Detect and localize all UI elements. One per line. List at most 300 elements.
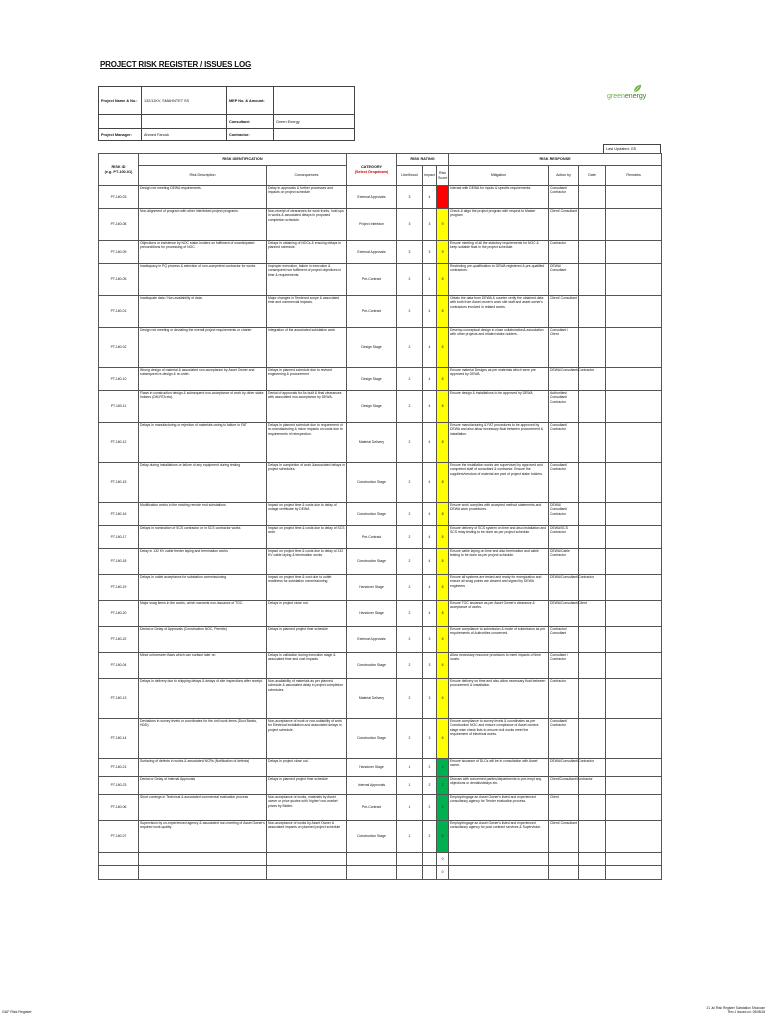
footer-right-line2: Rev.1 Issued on: 05/08/18 bbox=[728, 1010, 765, 1015]
remarks-cell bbox=[606, 853, 662, 866]
impact-header: Impact bbox=[423, 166, 437, 186]
impact-cell: 4 bbox=[423, 575, 437, 601]
risk-id-cell: PT-160-19 bbox=[99, 575, 139, 601]
date-cell bbox=[579, 549, 606, 575]
impact-cell: 3 bbox=[423, 241, 437, 264]
mitigation-cell bbox=[449, 853, 549, 866]
risk-id-cell: PT-160-08 bbox=[99, 209, 139, 241]
risk-id-cell: PT-160-07 bbox=[99, 821, 139, 853]
date-cell bbox=[579, 423, 606, 463]
action-by-cell: Client/ Consultant bbox=[549, 209, 579, 241]
risk-id-cell: PT-160-21 bbox=[99, 759, 139, 777]
action-by-cell: DEWA/ Consultant/ Contractor bbox=[549, 503, 579, 526]
remarks-cell bbox=[606, 241, 662, 264]
impact-cell: 4 bbox=[423, 186, 437, 209]
table-row bbox=[99, 463, 662, 503]
risk-id-cell: PT-160-16 bbox=[99, 503, 139, 526]
likelihood-cell: 1 bbox=[397, 777, 423, 795]
table-row bbox=[99, 296, 662, 328]
mitigation-cell: Ensure work complies with accepted method statements and DEWA work procedures. bbox=[449, 503, 549, 526]
mitigation-cell: Discuss with concerned parties/departments to pre-empt any objections or denials/delays etc. bbox=[449, 777, 549, 795]
table-row bbox=[99, 264, 662, 296]
consequences-cell: Delays in project close out. bbox=[267, 759, 347, 777]
date-cell bbox=[579, 526, 606, 549]
date-cell bbox=[579, 209, 606, 241]
impact-cell: 3 bbox=[423, 209, 437, 241]
impact-cell: 2 bbox=[423, 821, 437, 853]
risk-description-header: Risk Description bbox=[139, 166, 267, 186]
action-by-cell: Authorities/ Consultant/ Contractor bbox=[549, 391, 579, 423]
mitigation-cell: Develop conceptual design in close collaboration& association with other projects and related stake-holders. bbox=[449, 328, 549, 368]
category-cell: Material Delivery bbox=[347, 679, 397, 719]
date-cell bbox=[579, 627, 606, 653]
risk-score-cell: 2 bbox=[437, 795, 449, 821]
consequences-cell: Delay in approvals & further processes and impacts on project schedule bbox=[267, 186, 347, 209]
likelihood-cell: 2 bbox=[397, 719, 423, 759]
action-by-cell: Consultant/ Contractor bbox=[549, 423, 579, 463]
risk-score-cell: 9 bbox=[437, 241, 449, 264]
date-cell bbox=[579, 186, 606, 209]
mitigation-cell: Obtain the data from DEWA & counter verify the obtained data with both from Asset owner's work site staff and asset owner's contractors involved in related works. bbox=[449, 296, 549, 328]
date-cell bbox=[579, 328, 606, 368]
table-row bbox=[99, 653, 662, 679]
risk-description-cell: Delays in delivery due to shipping delays & delays of site inspections after receipt. bbox=[139, 679, 267, 719]
impact-cell: 4 bbox=[423, 601, 437, 627]
date-cell bbox=[579, 679, 606, 719]
risk-register-table bbox=[98, 153, 662, 880]
consequences-cell: Integration of the associated substation work bbox=[267, 328, 347, 368]
table-row bbox=[99, 328, 662, 368]
logo-text bbox=[607, 93, 646, 100]
likelihood-header: Likelihood bbox=[397, 166, 423, 186]
action-by-cell: DEWA/Consultant/Contractor bbox=[549, 368, 579, 391]
likelihood-cell: 2 bbox=[397, 368, 423, 391]
impact-cell: 3 bbox=[423, 679, 437, 719]
mitigation-cell: Ensure delivery on time and also allow necessary float between procurement & installation. bbox=[449, 679, 549, 719]
likelihood-cell bbox=[397, 853, 423, 866]
risk-score-cell: 0 bbox=[437, 866, 449, 880]
contractor-value bbox=[274, 129, 355, 141]
risk-id-cell: PT-160-10 bbox=[99, 368, 139, 391]
category-cell: Internal Approvals bbox=[347, 777, 397, 795]
risk-description-cell: Non-alignment of program with other interlinked project programs. bbox=[139, 209, 267, 241]
risk-id-cell: PT-160-17 bbox=[99, 526, 139, 549]
category-note: (Select Dropdown) bbox=[354, 169, 389, 174]
mitigation-cell: Employ/engage an Asset Owner's listed and experienced consultancy agency for post contract services & Supervision. bbox=[449, 821, 549, 853]
date-cell bbox=[579, 296, 606, 328]
table-row bbox=[99, 601, 662, 627]
mitigation-cell: Ensure delivery of SCS system on time and also installation and SCS relay testing to be done as per project schedule. bbox=[449, 526, 549, 549]
likelihood-cell: 2 bbox=[397, 549, 423, 575]
remarks-cell bbox=[606, 679, 662, 719]
mitigation-cell: Employ/engage an Asset Owner's listed and experienced consultancy agency for Tender evaluation process. bbox=[449, 795, 549, 821]
table-row bbox=[99, 627, 662, 653]
risk-id-cell: PT-160-01 bbox=[99, 296, 139, 328]
impact-cell: 4 bbox=[423, 391, 437, 423]
table-row bbox=[99, 209, 662, 241]
footer-left: G&F Risk Register bbox=[2, 1010, 32, 1014]
consequences-cell: Non-availability of materials as per planned schedule & associated delay in project completion schedules. bbox=[267, 679, 347, 719]
category-cell: Pre-Contract bbox=[347, 296, 397, 328]
table-row bbox=[99, 423, 662, 463]
risk-score-cell: 8 bbox=[437, 601, 449, 627]
risk-score-cell: 8 bbox=[437, 463, 449, 503]
remarks-cell bbox=[606, 328, 662, 368]
risk-score-cell: 2 bbox=[437, 759, 449, 777]
impact-cell bbox=[423, 853, 437, 866]
risk-description-cell: Wrong design of material & associated non-acceptance by Asset Owner and subsequent re-design & re-order. bbox=[139, 368, 267, 391]
risk-score-cell: 8 bbox=[437, 575, 449, 601]
impact-cell: 4 bbox=[423, 328, 437, 368]
risk-response-header: RISK RESPONSE bbox=[449, 154, 662, 166]
risk-id-header bbox=[99, 154, 139, 186]
risk-score-header: Risk Score bbox=[437, 166, 449, 186]
risk-description-cell bbox=[139, 853, 267, 866]
remarks-cell bbox=[606, 463, 662, 503]
consequences-cell: Denial of approvals for As built & final clearances with associated non-acceptance by DEWA. bbox=[267, 391, 347, 423]
likelihood-cell: 1 bbox=[397, 821, 423, 853]
risk-description-cell: Delays in nomination of SCS contractor or in SCS contractor works bbox=[139, 526, 267, 549]
remarks-cell bbox=[606, 821, 662, 853]
project-name-value: 132/11KV, SMAHNTET SS bbox=[142, 87, 227, 115]
remarks-cell bbox=[606, 526, 662, 549]
category-cell: Construction Stage bbox=[347, 503, 397, 526]
action-by-cell: DEWA/Consultant/Contractor bbox=[549, 575, 579, 601]
action-by-cell: Contractor bbox=[549, 241, 579, 264]
risk-rating-header: RISK RATING bbox=[397, 154, 449, 166]
risk-description-cell: Minor unforeseen flaws which can surface later on bbox=[139, 653, 267, 679]
impact-cell: 4 bbox=[423, 423, 437, 463]
action-by-cell: Contractor bbox=[549, 679, 579, 719]
risk-id-cell: PT-160-15 bbox=[99, 463, 139, 503]
risk-id-cell: PT-160-03 bbox=[99, 186, 139, 209]
remarks-cell bbox=[606, 795, 662, 821]
likelihood-cell: 2 bbox=[397, 264, 423, 296]
action-by-cell bbox=[549, 866, 579, 880]
remarks-cell bbox=[606, 549, 662, 575]
risk-description-cell: Delay in 132 KV cable feeder laying and termination works bbox=[139, 549, 267, 575]
likelihood-cell bbox=[397, 866, 423, 880]
category-cell: Pre-Contract bbox=[347, 264, 397, 296]
category-cell: External Approvals bbox=[347, 186, 397, 209]
impact-cell bbox=[423, 866, 437, 880]
footer-right-line1: 21 Jul Risk Register Substation Shulouse bbox=[706, 1006, 765, 1010]
category-cell: Pre-Contract bbox=[347, 526, 397, 549]
risk-score-cell: 8 bbox=[437, 503, 449, 526]
table-row bbox=[99, 368, 662, 391]
action-by-cell: Consultant/ Contractor bbox=[549, 463, 579, 503]
remarks-cell bbox=[606, 296, 662, 328]
project-info-table bbox=[98, 86, 355, 141]
impact-cell: 4 bbox=[423, 549, 437, 575]
remarks-cell bbox=[606, 264, 662, 296]
table-row bbox=[99, 759, 662, 777]
action-by-cell: DEWA/Consultant/Client bbox=[549, 601, 579, 627]
likelihood-cell: 2 bbox=[397, 653, 423, 679]
action-by-cell: Client/Consultant/Contractor bbox=[549, 777, 579, 795]
risk-score-cell: 8 bbox=[437, 391, 449, 423]
logo-text-energy: energy bbox=[624, 93, 647, 100]
date-cell bbox=[579, 821, 606, 853]
likelihood-cell: 2 bbox=[397, 575, 423, 601]
green-energy-logo bbox=[607, 84, 661, 108]
manager-value: Ahmed Farouk bbox=[142, 129, 227, 141]
table-row bbox=[99, 575, 662, 601]
mitigation-cell: Interact with DEWA for inputs & specific requirements. bbox=[449, 186, 549, 209]
logo-text-green: green bbox=[607, 93, 625, 100]
leaf-icon bbox=[633, 84, 642, 93]
mitigation-cell: Ensure cable laying on time and also termination and cable testing to be done as per project schedule. bbox=[449, 549, 549, 575]
mitigation-cell: Ensure issuance of DLCs will be in consultation with Asset owner. bbox=[449, 759, 549, 777]
mitigation-cell: Check & align the project program with respect to Master program bbox=[449, 209, 549, 241]
consultant-value: Green Energy bbox=[274, 115, 355, 129]
category-cell bbox=[347, 866, 397, 880]
consequences-cell: Impact on project time & costs due to delay of 132 KV cable laying & termination works bbox=[267, 549, 347, 575]
table-row bbox=[99, 853, 662, 866]
risk-score-cell: 9 bbox=[437, 209, 449, 241]
date-header: Date bbox=[579, 166, 606, 186]
likelihood-cell: 1 bbox=[397, 759, 423, 777]
likelihood-cell: 2 bbox=[397, 328, 423, 368]
action-by-cell: DEWA/SCS Contractor bbox=[549, 526, 579, 549]
remarks-cell bbox=[606, 575, 662, 601]
mitigation-cell bbox=[449, 866, 549, 880]
risk-id-cell: PT-160-04 bbox=[99, 653, 139, 679]
mitigation-cell: Ensure the installation works are supervised by approved and competent staff of consultant & contractor. Ensure the suppliers/vendors of material are part of project stake holders. bbox=[449, 463, 549, 503]
consequences-cell: Non-acceptance of work or non-suitability of work for Electrical installation and associated delays in project schedule. bbox=[267, 719, 347, 759]
risk-id-cell: PT-160-12 bbox=[99, 423, 139, 463]
consequences-cell: Non-acceptance of works by Asset Owner & associated impacts on planned project schedule bbox=[267, 821, 347, 853]
date-cell bbox=[579, 391, 606, 423]
risk-score-cell: 6 bbox=[437, 653, 449, 679]
risk-description-cell: Modification works in the existing remote end substations. bbox=[139, 503, 267, 526]
category-cell: Design Stage bbox=[347, 328, 397, 368]
risk-description-cell: Major snag items in the works, which warrants non-issuance of TOC. bbox=[139, 601, 267, 627]
likelihood-cell: 3 bbox=[397, 186, 423, 209]
action-by-cell: Consultant / Contractor bbox=[549, 653, 579, 679]
category-cell: External Approvals bbox=[347, 627, 397, 653]
mitigation-cell: Ensure compliance to survey levels & coordinates as per Construction NOC and ensure compliance of Asset owners stage wise check lists to ensure civil works meet the requirement of electrical works. bbox=[449, 719, 549, 759]
consequences-cell: Non-acceptance of works, materials by Asset owner or price quotes with 'higher/ non-market prices by Bidder. bbox=[267, 795, 347, 821]
risk-description-cell: Objections or insistence by NOC stake-holders on fulfilment of unanticipated preconditions for processing of NOC. bbox=[139, 241, 267, 264]
impact-cell: 4 bbox=[423, 526, 437, 549]
consequences-cell: Delays in planned schedule due to revised engineering & procurement bbox=[267, 368, 347, 391]
action-by-cell: Client bbox=[549, 795, 579, 821]
date-cell bbox=[579, 719, 606, 759]
risk-id-cell: PT-160-20 bbox=[99, 601, 139, 627]
table-row bbox=[99, 679, 662, 719]
category-cell: Project Interface bbox=[347, 209, 397, 241]
remarks-cell bbox=[606, 653, 662, 679]
risk-description-cell: Flaws in construction design & subsequent non-acceptance of work by other stake holders (DM,RTA etc). bbox=[139, 391, 267, 423]
mitigation-cell: Ensure meeting of all the statutory requirements for NOC & keep suitable float in the project schedule. bbox=[449, 241, 549, 264]
table-row bbox=[99, 549, 662, 575]
impact-cell: 4 bbox=[423, 368, 437, 391]
date-cell bbox=[579, 503, 606, 526]
table-row bbox=[99, 391, 662, 423]
category-label: CATEGORY bbox=[360, 164, 383, 169]
risk-description-cell: Surfacing of defects in works & associated NCRs (Notification of defects) bbox=[139, 759, 267, 777]
mitigation-cell: Ensure all systems are tested and ready for energization and ensure all snag points are cleared and signed by DEWA engineers bbox=[449, 575, 549, 601]
risk-identification-header: RISK IDENTIFICATION bbox=[139, 154, 347, 166]
likelihood-cell: 1 bbox=[397, 795, 423, 821]
risk-id-cell bbox=[99, 853, 139, 866]
remarks-cell bbox=[606, 186, 662, 209]
risk-id-cell bbox=[99, 866, 139, 880]
consequences-cell: Delays in validation during execution stage & associated time and cost impacts bbox=[267, 653, 347, 679]
risk-description-cell: Delays in manufacturing or rejection of materials owing to failure in FAT bbox=[139, 423, 267, 463]
likelihood-cell: 2 bbox=[397, 463, 423, 503]
category-header bbox=[347, 154, 397, 186]
consequences-header: Consequences bbox=[267, 166, 347, 186]
risk-id-cell: PT-160-09 bbox=[99, 241, 139, 264]
remarks-cell bbox=[606, 423, 662, 463]
date-cell bbox=[579, 241, 606, 264]
remarks-cell bbox=[606, 627, 662, 653]
category-cell bbox=[347, 853, 397, 866]
action-by-cell: Consultant/ Contractor bbox=[549, 719, 579, 759]
risk-description-cell: Design not meeting or deviating the overall project requirements or charter bbox=[139, 328, 267, 368]
impact-cell: 3 bbox=[423, 627, 437, 653]
page-title: PROJECT RISK REGISTER / ISSUES LOG bbox=[100, 60, 252, 69]
likelihood-cell: 2 bbox=[397, 391, 423, 423]
risk-description-cell: Inadequacy in PQ process & selection of non-competent contractor for works bbox=[139, 264, 267, 296]
risk-id-cell: PT-160-14 bbox=[99, 719, 139, 759]
date-cell bbox=[579, 853, 606, 866]
remarks-cell bbox=[606, 601, 662, 627]
impact-cell: 4 bbox=[423, 503, 437, 526]
consequences-cell: Delays in planned project time schedule bbox=[267, 627, 347, 653]
risk-score-cell: 8 bbox=[437, 264, 449, 296]
date-cell bbox=[579, 866, 606, 880]
risk-score-cell: 6 bbox=[437, 719, 449, 759]
risk-id-cell: PT-160-06 bbox=[99, 795, 139, 821]
contractor-label: Contractor: bbox=[227, 129, 274, 141]
consequences-cell: Delays in obtaining of NOCs & ensuing delays in planned schedule. bbox=[267, 241, 347, 264]
risk-id-example: (e.g. PT-100-01) bbox=[104, 169, 133, 174]
consequences-cell: Delays in project close out. bbox=[267, 601, 347, 627]
category-cell: Construction Stage bbox=[347, 821, 397, 853]
risk-id-cell: PT-160-23 bbox=[99, 777, 139, 795]
risk-score-cell: 0 bbox=[437, 853, 449, 866]
likelihood-cell: 2 bbox=[397, 679, 423, 719]
risk-table-body bbox=[99, 186, 662, 880]
risk-score-cell: 8 bbox=[437, 328, 449, 368]
category-cell: Construction Stage bbox=[347, 549, 397, 575]
risk-description-cell: Delays in outlet acceptance for substation commissioning bbox=[139, 575, 267, 601]
consequences-cell: Delays in planned schedule due to requirement of re-manufacturing & minor impacts on costs due to requirements of reinspection. bbox=[267, 423, 347, 463]
risk-id-cell: PT-160-02 bbox=[99, 328, 139, 368]
risk-description-cell: Denial or Delay of Approvals (Construction NOC, Permits) bbox=[139, 627, 267, 653]
risk-score-cell: 8 bbox=[437, 423, 449, 463]
risk-description-cell: Inadequate data / Non-availability of data. bbox=[139, 296, 267, 328]
table-row bbox=[99, 719, 662, 759]
risk-score-cell: 6 bbox=[437, 679, 449, 719]
consequences-cell: Improper execution, failure in execution & consequent non fulfilment of project objectives in time & requirements. bbox=[267, 264, 347, 296]
consequences-cell: Major changes in Tendered scope & associated time and commercial impacts. bbox=[267, 296, 347, 328]
impact-cell: 4 bbox=[423, 296, 437, 328]
category-cell: Handover Stage bbox=[347, 759, 397, 777]
impact-cell: 4 bbox=[423, 463, 437, 503]
mitigation-cell: Ensure TOC issuance as per Asset Owner's clearance & acceptance of works. bbox=[449, 601, 549, 627]
date-cell bbox=[579, 463, 606, 503]
impact-cell: 2 bbox=[423, 777, 437, 795]
consultant-label: Consultant: bbox=[227, 115, 274, 129]
action-by-cell: DEWA/Consultant/Contractor bbox=[549, 759, 579, 777]
risk-score-cell: 6 bbox=[437, 627, 449, 653]
risk-description-cell: Supervision by un-experienced agency & associated non-meeting of Asset Owner's required work quality. bbox=[139, 821, 267, 853]
category-cell: Material Delivery bbox=[347, 423, 397, 463]
table-row bbox=[99, 503, 662, 526]
project-name-label: Project Name & No.: bbox=[99, 87, 142, 115]
remarks-cell bbox=[606, 368, 662, 391]
table-row bbox=[99, 777, 662, 795]
table-row bbox=[99, 526, 662, 549]
risk-score-cell: 8 bbox=[437, 296, 449, 328]
date-cell bbox=[579, 653, 606, 679]
risk-description-cell bbox=[139, 866, 267, 880]
risk-id-cell: PT-160-11 bbox=[99, 391, 139, 423]
mitigation-cell: Ensure material Designs as per materials which were pre approved by DEWA bbox=[449, 368, 549, 391]
category-cell: Design Stage bbox=[347, 368, 397, 391]
consequences-cell: Delays in completion of work &associated delays in project schedules. bbox=[267, 463, 347, 503]
mitigation-header: Mitigation bbox=[449, 166, 549, 186]
action-by-cell bbox=[549, 853, 579, 866]
consequences-cell: Impact on project time & cost due to outlet readiness for substation commissioning bbox=[267, 575, 347, 601]
action-by-cell: Consultant/ Contractor bbox=[549, 186, 579, 209]
likelihood-cell: 2 bbox=[397, 503, 423, 526]
table-row bbox=[99, 241, 662, 264]
remarks-cell bbox=[606, 777, 662, 795]
action-by-cell: DEWA/ Consultant bbox=[549, 264, 579, 296]
mep-value bbox=[274, 87, 355, 115]
category-cell: Construction Stage bbox=[347, 653, 397, 679]
remarks-cell bbox=[606, 719, 662, 759]
table-row bbox=[99, 186, 662, 209]
action-by-cell: DEWA/Cable Contractor bbox=[549, 549, 579, 575]
action-by-cell: Consultant / Client bbox=[549, 328, 579, 368]
risk-score-cell: 8 bbox=[437, 549, 449, 575]
likelihood-cell: 2 bbox=[397, 296, 423, 328]
likelihood-cell: 3 bbox=[397, 241, 423, 264]
consequences-cell: Non-receipt of clearances for work fronts, hold ups in works & associated delays in proposed completion schedule. bbox=[267, 209, 347, 241]
remarks-cell bbox=[606, 866, 662, 880]
risk-description-cell: Denial or Delay of Internal Approvals bbox=[139, 777, 267, 795]
risk-id-cell: PT-160-05 bbox=[99, 264, 139, 296]
remarks-cell bbox=[606, 759, 662, 777]
category-cell: Design Stage bbox=[347, 391, 397, 423]
consequences-cell: Impact on project time & costs due to delay of outage certificate by DEWA bbox=[267, 503, 347, 526]
risk-id-cell: PT-160-13 bbox=[99, 679, 139, 719]
category-cell: Handover Stage bbox=[347, 575, 397, 601]
mitigation-cell: Ensure manufacturing & FAT procedures to be approved by DEWA and also allow necessary float between procurement & installation. bbox=[449, 423, 549, 463]
impact-cell: 2 bbox=[423, 795, 437, 821]
risk-description-cell: Short comings in Technical & associated commercial evaluation process bbox=[139, 795, 267, 821]
likelihood-cell: 2 bbox=[397, 423, 423, 463]
category-cell: Construction Stage bbox=[347, 463, 397, 503]
risk-description-cell: Delay during installations or failure of any equipment during testing bbox=[139, 463, 267, 503]
risk-id-cell: PT-160-22 bbox=[99, 627, 139, 653]
mitigation-cell: Restricting pre-qualification to DEWA registered & pre-qualified contractors. bbox=[449, 264, 549, 296]
remarks-cell bbox=[606, 391, 662, 423]
footer-right bbox=[707, 1006, 765, 1014]
mitigation-cell: Ensure design & installations to be approved by DEWA bbox=[449, 391, 549, 423]
impact-cell: 2 bbox=[423, 759, 437, 777]
table-row bbox=[99, 866, 662, 880]
category-cell: Construction Stage bbox=[347, 719, 397, 759]
remarks-cell bbox=[606, 209, 662, 241]
impact-cell: 4 bbox=[423, 264, 437, 296]
